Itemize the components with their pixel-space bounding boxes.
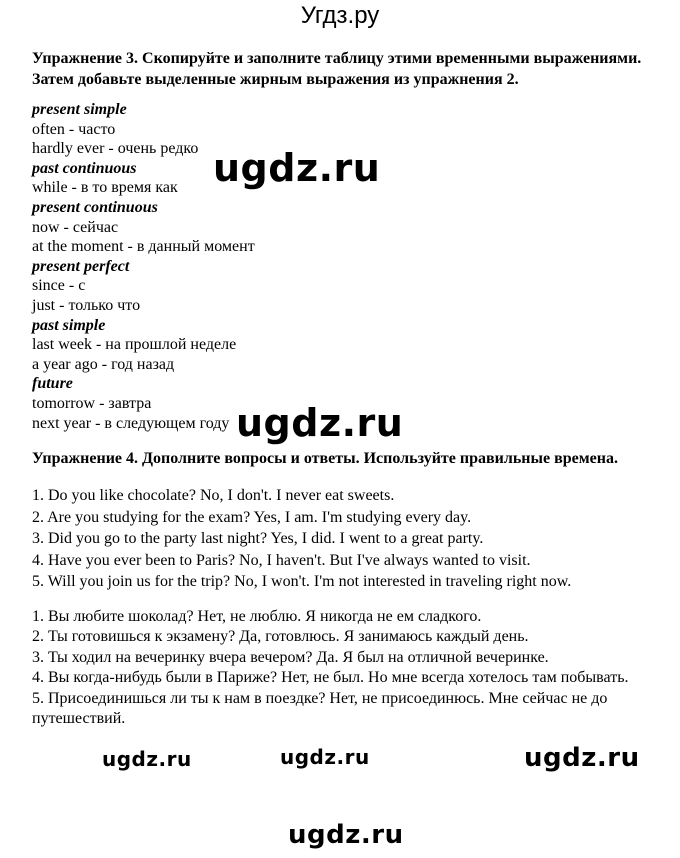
exercise-3-heading: Упражнение 3. Скопируйте и заполните таблицу этими временными выражениями. Затем добавьте выделенные жирным выражения из упражнения 2. (32, 50, 642, 88)
answer-line: 2. Ты готовишься к экзамену? Да, готовлюсь. Я занимаюсь каждый день. (32, 628, 529, 646)
answer-line: 5. Will you join us for the trip? No, I won't. I'm not interested in traveling right now. (32, 573, 572, 591)
watermark-left: ugdz.ru (102, 747, 192, 771)
exercise-4-heading: Упражнение 4. Дополните вопросы и ответы. Используйте правильные времена. (32, 450, 618, 468)
term: often - часто (32, 120, 116, 138)
term: next year - в следующем году (32, 414, 230, 432)
tense-present-perfect: present perfect (32, 257, 130, 275)
term: just - только что (32, 296, 141, 314)
russian-answers (32, 607, 642, 730)
term: tomorrow - завтра (32, 394, 152, 412)
term: while - в то время как (32, 179, 178, 197)
answer-line: 1. Вы любите шоколад? Нет, не люблю. Я никогда не ем сладкого. (32, 607, 482, 625)
term: now - сейчас (32, 218, 119, 236)
answer-line: 3. Ты ходил на вечеринку вчера вечером? Да. Я был на отличной вечеринке. (32, 648, 549, 666)
answer-line: 1. Do you like chocolate? No, I don't. I never eat sweets. (32, 487, 395, 505)
answer-line: 2. Are you studying for the exam? Yes, I am. I'm studying every day. (32, 508, 472, 526)
answer-line: 3. Did you go to the party last night? Yes, I did. I went to a great party. (32, 530, 484, 548)
tense-past-simple: past simple (32, 316, 106, 334)
term: at the moment - в данный момент (32, 238, 255, 256)
tense-future: future (32, 375, 73, 393)
tense-past-continuous: past continuous (32, 159, 137, 177)
answer-line: 4. Вы когда-нибудь были в Париже? Нет, не был. Но мне всегда хотелось там побывать. (32, 669, 629, 687)
answer-line: 5. Присоединишься ли ты к нам в поездке? Нет, не присоединюсь. Мне сейчас не до путешествий. (32, 689, 608, 728)
watermark-bottom: ugdz.ru (288, 820, 404, 850)
english-answers (32, 485, 642, 593)
term: hardly ever - очень редко (32, 140, 199, 158)
watermark-top: ugdz.ru (213, 146, 381, 190)
tense-present-continuous: present continuous (32, 198, 158, 216)
term: a year ago - год назад (32, 355, 175, 373)
term: last week - на прошлой неделе (32, 336, 237, 354)
tense-present-simple: present simple (32, 101, 127, 118)
watermark-middle: ugdz.ru (236, 401, 404, 445)
term: since - с (32, 277, 86, 295)
answer-line: 4. Have you ever been to Paris? No, I haven't. But I've always wanted to visit. (32, 551, 531, 569)
watermark-center: ugdz.ru (280, 745, 370, 769)
watermark-right: ugdz.ru (524, 743, 640, 773)
site-header: Угдз.ру (300, 2, 380, 29)
